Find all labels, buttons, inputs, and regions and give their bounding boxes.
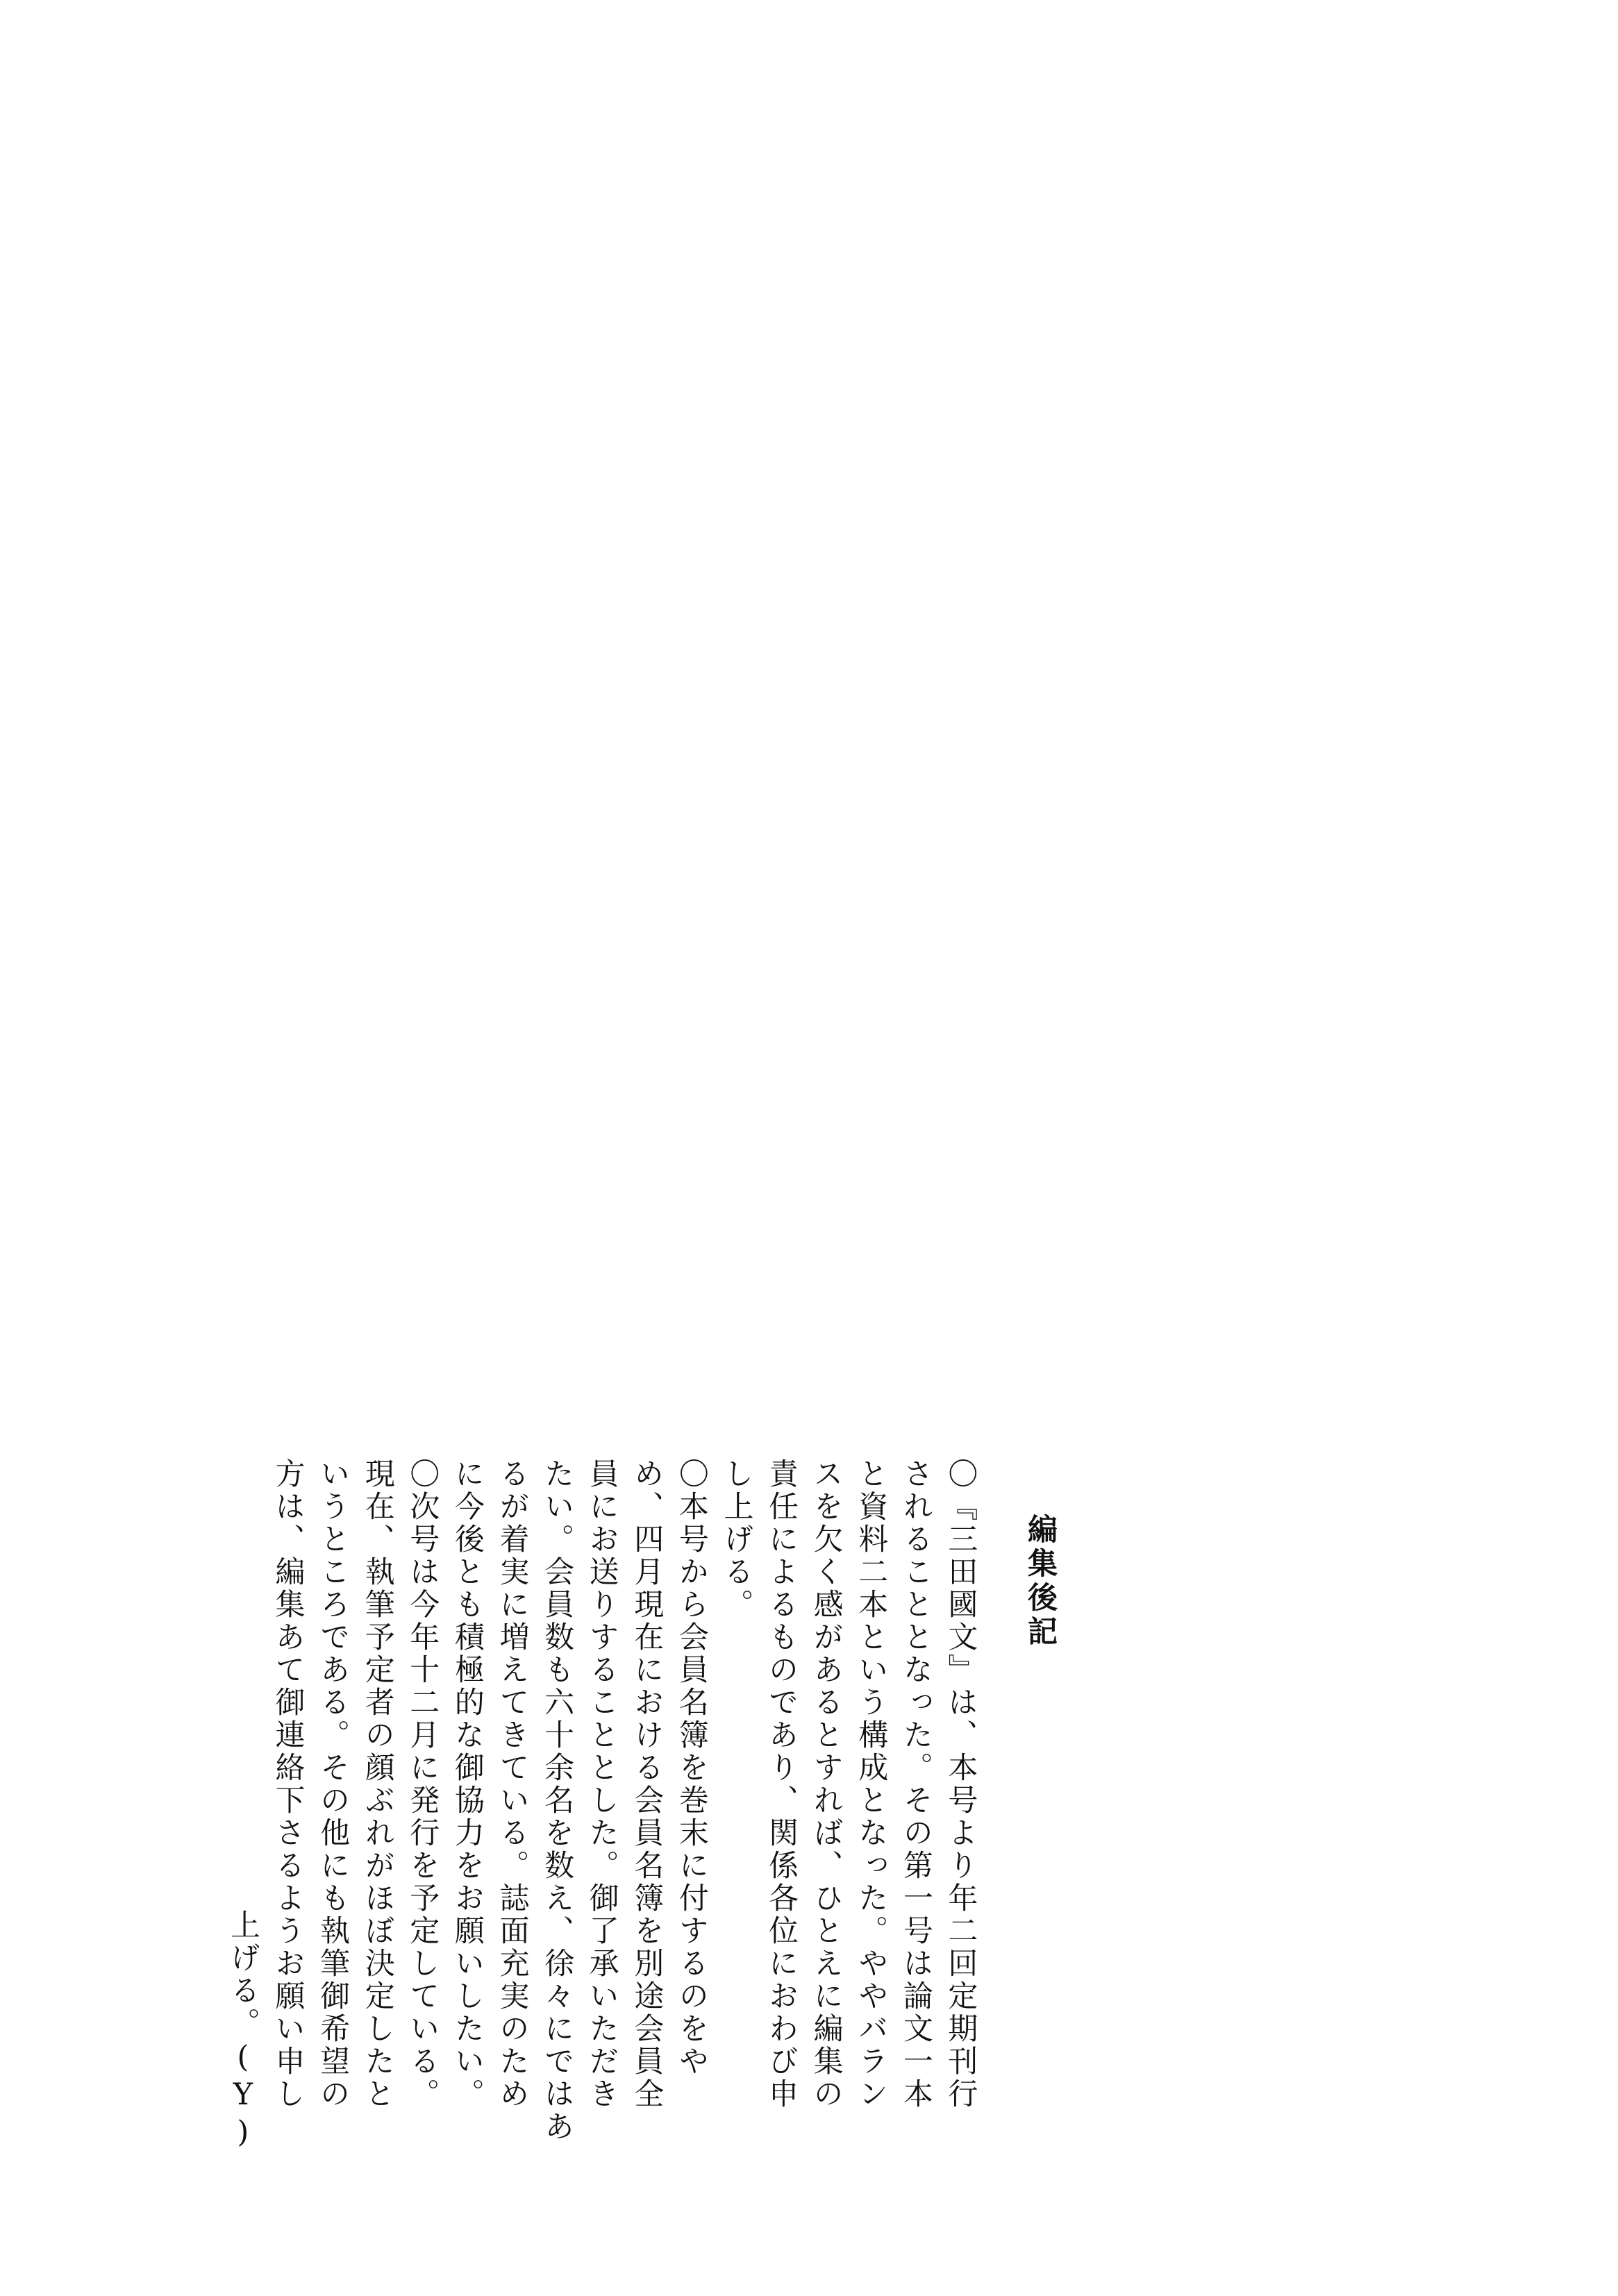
text-line: 〇『三田國文』は、本号より年二回定期刊行	[943, 1458, 978, 2111]
text-line: 員にお送りすることとした。御了承いただき	[584, 1458, 619, 2111]
text-line: 〇次号は今年十二月に発行を予定している。	[405, 1458, 440, 2111]
text-line: し上げる。	[719, 1458, 754, 1621]
text-line: 方は、編集あて御連絡下さるようお願い申し	[270, 1458, 306, 2111]
text-line: と資料二本という構成となった。ややバラン	[853, 1458, 889, 2111]
text-line: たい。会員数も六十余名を数え、徐々にではあ	[540, 1458, 575, 2143]
text-line: されることとなった。その第一号は論文一本	[898, 1458, 933, 2111]
text-line: 上げる。	[225, 1909, 260, 2040]
text-line: 〇本号から会員名簿を巻末に付するのをや	[674, 1458, 709, 2078]
editorial-postscript	[220, 1458, 1062, 2152]
text-line: に今後とも積極的な御協力をお願いしたい。	[449, 1458, 485, 2111]
last-line-with-signature	[220, 1458, 265, 2152]
text-line: 現在、執筆予定者の顔ぶれがほぼ決定したと	[360, 1458, 395, 2111]
text-line: め、四月現在における会員名簿を別途会員全	[629, 1458, 665, 2111]
text-line: スを欠く感があるとすれば、ひとえに編集の	[808, 1458, 844, 2111]
signature: (Y)	[225, 2040, 260, 2152]
page-title: 編集後記	[1023, 1514, 1058, 1650]
text-line: 責任によるものであり、関係各位におわび申	[764, 1458, 799, 2111]
text-line: いうところである。その他にも執筆御希望の	[315, 1458, 351, 2111]
text-line: るが着実に増えてきている。誌面充実のため	[494, 1458, 530, 2111]
